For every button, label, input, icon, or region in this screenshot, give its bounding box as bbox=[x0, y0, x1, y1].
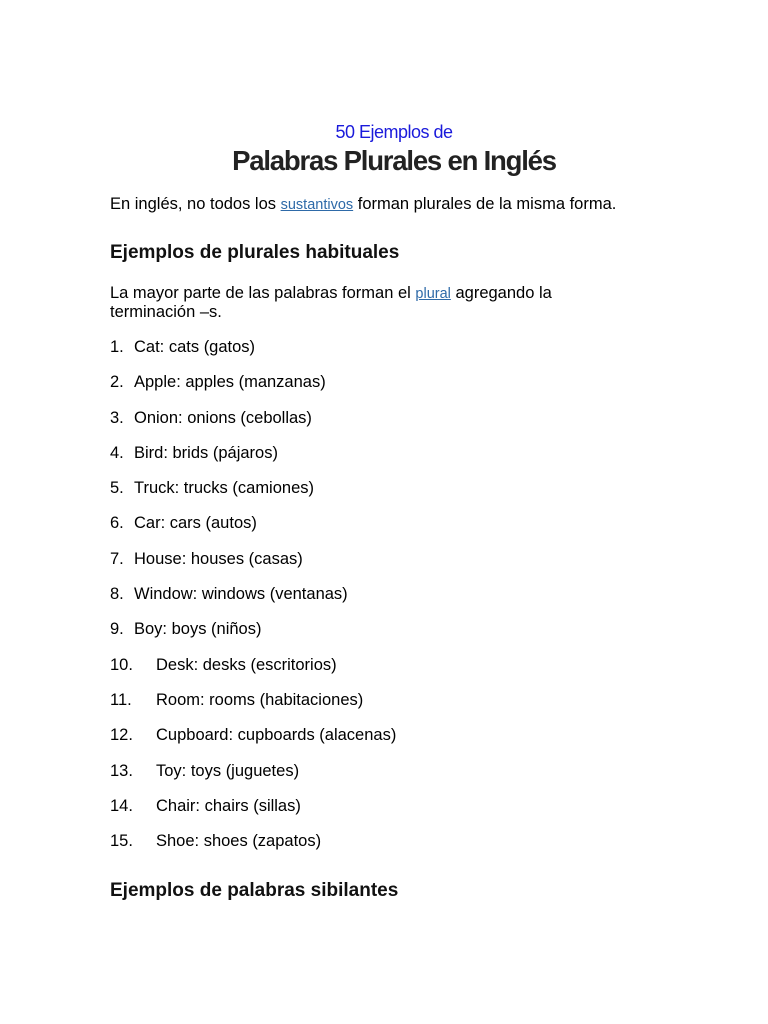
sustantivos-link[interactable]: sustantivos bbox=[280, 197, 354, 213]
plural-link[interactable]: plural bbox=[415, 286, 451, 302]
list-item-text: Boy: boys (niños) bbox=[134, 620, 262, 639]
list-item-text: Chair: chairs (sillas) bbox=[156, 796, 301, 815]
list-item-text: Toy: toys (juguetes) bbox=[156, 761, 300, 780]
list-item-text: Room: rooms (habitaciones) bbox=[156, 690, 364, 709]
list-item-text: Window: windows (ventanas) bbox=[134, 585, 348, 604]
list-item-number: 7. bbox=[110, 549, 124, 568]
intro-text-after: forman plurales de la misma forma. bbox=[353, 195, 617, 213]
list-item-number: 4. bbox=[110, 443, 124, 462]
list-item-number: 12. bbox=[110, 726, 133, 745]
section-intro-after: agregando la terminación –s. bbox=[110, 284, 552, 321]
list-item-text: Desk: desks (escritorios) bbox=[156, 655, 337, 674]
section-heading-habituales: Ejemplos de plurales habituales bbox=[110, 242, 400, 263]
list-item-number: 2. bbox=[110, 373, 124, 392]
list-item-number: 14. bbox=[110, 796, 133, 815]
list-item-number: 15. bbox=[110, 832, 133, 851]
section-intro-before: La mayor parte de las palabras forman el bbox=[110, 284, 416, 302]
list-item-text: Cat: cats (gatos) bbox=[134, 338, 256, 356]
list-item-text: Shoe: shoes (zapatos) bbox=[156, 832, 322, 851]
list-item-text: Cupboard: cupboards (alacenas) bbox=[156, 726, 397, 745]
intro-text-before: En inglés, no todos los bbox=[110, 195, 281, 213]
list-item-number: 5. bbox=[110, 479, 124, 498]
list-item-number: 6. bbox=[110, 514, 124, 533]
list-item-text: House: houses (casas) bbox=[134, 549, 303, 568]
list-item-text: Bird: brids (pájaros) bbox=[134, 443, 278, 462]
list-item-text: Onion: onions (cebollas) bbox=[134, 408, 312, 427]
list-item-number: 3. bbox=[110, 408, 124, 427]
list-item-number: 9. bbox=[110, 620, 124, 639]
list-item-text: Car: cars (autos) bbox=[134, 514, 257, 533]
list-item-number: 11. bbox=[110, 690, 132, 709]
section-heading-sibilantes: Ejemplos de palabras sibilantes bbox=[110, 880, 399, 901]
page-title: Palabras Plurales en Inglés bbox=[232, 145, 556, 176]
list-item-number: 1. bbox=[110, 338, 124, 356]
list-item-text: Truck: trucks (camiones) bbox=[134, 479, 315, 498]
list-item-text: Apple: apples (manzanas) bbox=[134, 373, 326, 392]
list-item-number: 8. bbox=[110, 585, 124, 604]
list-item-number: 13. bbox=[110, 761, 133, 780]
section-intro-paragraph bbox=[110, 284, 630, 321]
list-item-number: 10. bbox=[110, 655, 133, 674]
intro-paragraph bbox=[110, 194, 670, 215]
title-kicker: 50 Ejemplos de bbox=[335, 122, 453, 142]
